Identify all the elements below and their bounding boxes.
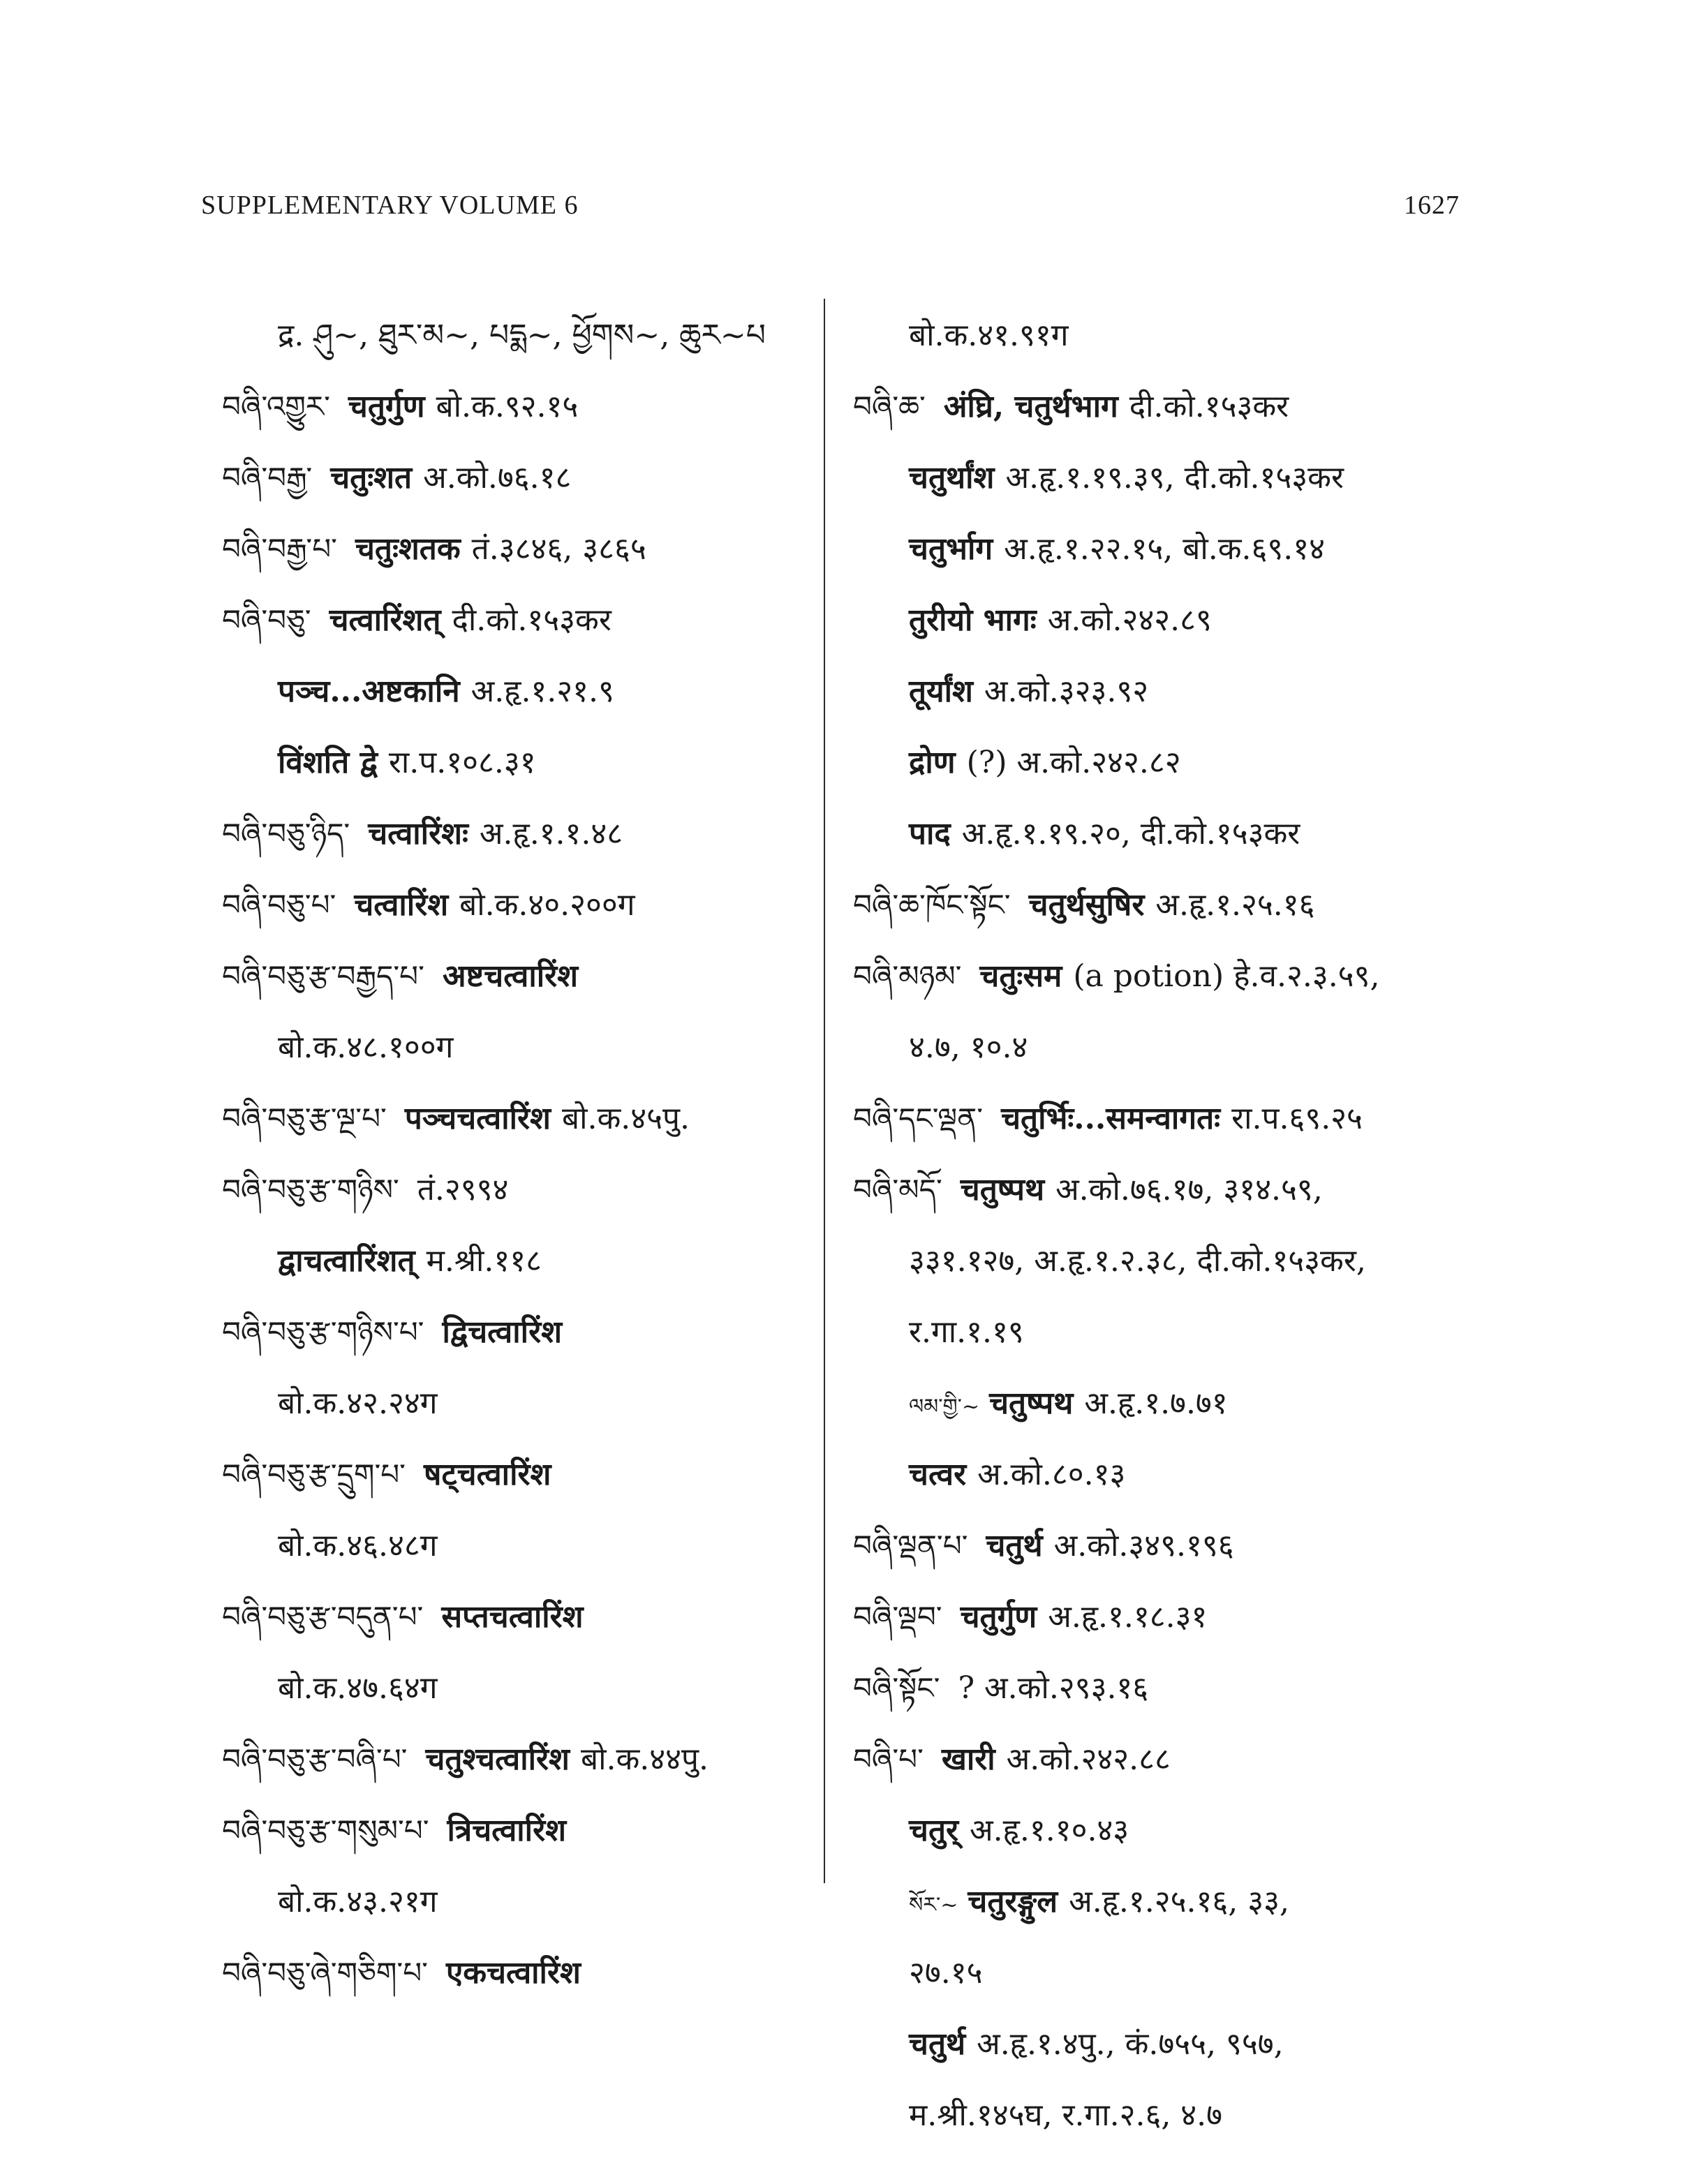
dictionary-entry xyxy=(853,1510,1481,1582)
sanskrit-equivalent: चतुर्थ xyxy=(909,2026,966,2062)
sanskrit-equivalent: पाद xyxy=(909,816,951,852)
source-reference: बो.क.४३.२१ग xyxy=(278,1884,438,1919)
source-reference: अ.हृ.१.२५.१६ xyxy=(1155,887,1315,923)
tibetan-headword: བཞི་བཅུ་རྩ་བདུན་པ་ xyxy=(222,1600,424,1634)
source-reference: बो.क.४०.२००ग xyxy=(459,887,635,923)
sanskrit-equivalent: चतुर्थ xyxy=(986,1528,1043,1563)
tibetan-headword: བཞི་ལྡན་པ་ xyxy=(853,1529,968,1563)
dictionary-entry xyxy=(222,941,822,1012)
source-reference: म.श्री.११८ xyxy=(426,1243,542,1279)
tibetan-headword: བཞི་ཆ་ཁོང་སྟོང་ xyxy=(853,888,1011,922)
source-reference: अ.को.३४९.१९६ xyxy=(1053,1528,1234,1563)
dictionary-entry xyxy=(853,2080,1481,2151)
dictionary-entry xyxy=(222,1439,822,1510)
sanskrit-equivalent: चतुष्पथ xyxy=(960,1172,1045,1208)
sanskrit-equivalent: खारी xyxy=(941,1741,995,1777)
source-reference: २७.१५ xyxy=(909,1955,983,1991)
page-number: 1627 xyxy=(1404,191,1460,220)
tibetan-headword: བཞི་སྟོང་ xyxy=(853,1671,940,1705)
sanskrit-equivalent: चतुःसम xyxy=(979,958,1062,994)
dictionary-entry xyxy=(222,443,822,514)
dictionary-entry xyxy=(222,1866,822,1938)
dictionary-entry xyxy=(222,1012,822,1083)
dictionary-entry xyxy=(222,371,822,443)
right-column xyxy=(853,300,1481,2151)
sanskrit-equivalent: चतुश्चत्वारिंश xyxy=(425,1741,570,1777)
sanskrit-equivalent: चतुर्भिः...समन्वागतः xyxy=(1001,1101,1221,1136)
dictionary-entry xyxy=(853,1938,1481,2009)
dictionary-entry xyxy=(222,1154,822,1226)
source-reference: दी.को.१५३कर xyxy=(452,602,611,638)
source-reference: (?) अ.को.२४२.८२ xyxy=(966,745,1181,780)
sanskrit-equivalent: सप्तचत्वारिंश xyxy=(441,1599,584,1635)
sanskrit-equivalent: पञ्च...अष्टकानि xyxy=(278,674,460,709)
tibetan-headword: བཞི་བཅུ་རྩ་ལྔ་པ་ xyxy=(222,1101,387,1136)
dictionary-entry xyxy=(853,727,1481,798)
dictionary-entry xyxy=(853,1795,1481,1866)
dictionary-entry xyxy=(853,798,1481,870)
source-reference: बो.क.४८.१००ग xyxy=(278,1030,454,1065)
source-reference: अ.हृ.१.४पु., कं.७५५, ९५७, xyxy=(977,2026,1284,2062)
source-reference: अ.हृ.१.१.४८ xyxy=(479,816,623,852)
dictionary-entry xyxy=(853,1439,1481,1510)
sanskrit-equivalent: षट्चत्वारिंश xyxy=(424,1457,551,1492)
source-reference: अ.को.३२३.९२ xyxy=(984,674,1149,709)
dictionary-entry xyxy=(853,1368,1481,1439)
source-reference: अ.हृ.१.२२.१५, बो.क.६९.१४ xyxy=(1004,531,1326,567)
dictionary-entry xyxy=(853,1226,1481,1297)
source-reference: द्र. ཤུ~, ཐུར་མ~, པདྨ~, ཕྱོགས~, ཆུར~པ xyxy=(278,318,766,353)
source-reference: अ.हृ.१.१०.४३ xyxy=(970,1813,1129,1848)
source-reference: बो.क.४४पु. xyxy=(580,1741,709,1777)
left-column xyxy=(222,300,822,2009)
sanskrit-equivalent: चतुर्थसुषिर xyxy=(1028,887,1145,923)
dictionary-entry xyxy=(222,1368,822,1439)
dictionary-entry xyxy=(853,2009,1481,2080)
tibetan-headword: བཞི་ལྡབ་ xyxy=(853,1600,942,1634)
dictionary-entry xyxy=(222,1297,822,1368)
column-divider xyxy=(824,299,825,1883)
sanskrit-equivalent: चतुर्भाग xyxy=(909,531,993,567)
source-reference: अ.हृ.१.१९.३९, दी.को.१५३कर xyxy=(1005,460,1344,496)
source-reference: अ.हृ.१.२१.९ xyxy=(470,674,614,709)
tibetan-headword: བཞི་མཉམ་ xyxy=(853,959,962,993)
sanskrit-equivalent: एकचत्वारिंश xyxy=(445,1955,581,1991)
dictionary-entry xyxy=(853,300,1481,371)
dictionary-entry xyxy=(222,870,822,941)
tibetan-headword: བཞི་ཆ་ xyxy=(853,389,926,424)
dictionary-entry xyxy=(853,1582,1481,1653)
sanskrit-equivalent: चतुरङ्गुल xyxy=(968,1884,1058,1919)
source-reference: बो.क.९२.१५ xyxy=(436,389,579,424)
dictionary-entry xyxy=(222,1724,822,1795)
sanskrit-equivalent: चतुर् xyxy=(909,1813,959,1848)
source-reference: अ.हृ.१.१९.२०, दी.को.१५३कर xyxy=(961,816,1300,852)
running-title: SUPPLEMENTARY VOLUME 6 xyxy=(201,191,579,220)
source-reference: (a potion) हे.व.२.३.५९, xyxy=(1073,958,1380,994)
source-reference: ? अ.को.२९३.१६ xyxy=(958,1670,1149,1706)
tibetan-headword: བཞི་བཅུ་རྩ་གཉིས་ xyxy=(222,1173,399,1207)
sanskrit-equivalent: चत्वर xyxy=(909,1457,967,1492)
source-reference: म.श्री.१४५घ, र.गा.२.६, ४.७ xyxy=(909,2097,1223,2133)
dictionary-entry xyxy=(222,1795,822,1866)
sanskrit-equivalent: चतुःशतक xyxy=(355,531,461,567)
page-header xyxy=(201,190,1460,232)
source-reference: बो.क.४१.९१ग xyxy=(909,318,1069,353)
source-reference: र.गा.१.१९ xyxy=(909,1314,1024,1350)
tibetan-headword: བཞི་མདོ་ xyxy=(853,1173,942,1207)
dictionary-entry xyxy=(853,585,1481,656)
dictionary-entry xyxy=(222,514,822,585)
sanskrit-equivalent: चतुर्गुण xyxy=(348,389,425,424)
dictionary-entry xyxy=(853,1297,1481,1368)
sanskrit-equivalent: विंशति द्वे xyxy=(278,745,378,780)
source-reference: बो.क.४५पु. xyxy=(561,1101,690,1136)
dictionary-entry xyxy=(853,656,1481,727)
dictionary-entry xyxy=(853,514,1481,585)
tibetan-headword: བཞི་བཅུ་རྩ་བརྒྱད་པ་ xyxy=(222,959,424,993)
tibetan-headword: བཞི་བཅུ་ཞེ་གཅིག་པ་ xyxy=(222,1956,428,1990)
sanskrit-equivalent: द्विचत्वारिंश xyxy=(442,1314,562,1350)
tibetan-headword: བཞི་བཅུ་རྩ་བཞི་པ་ xyxy=(222,1742,408,1776)
sanskrit-equivalent: त्रिचत्वारिंश xyxy=(447,1813,566,1848)
source-reference: बो.क.४६.४८ग xyxy=(278,1528,438,1563)
source-reference: बो.क.४७.६४ग xyxy=(278,1670,438,1706)
tibetan-headword: བཞི་པ་ xyxy=(853,1742,924,1776)
sanskrit-equivalent: तूर्यांश xyxy=(909,674,973,709)
tibetan-headword: བཞི་བཅུ་ xyxy=(222,603,311,637)
source-reference: तं.२९९४ xyxy=(417,1172,509,1208)
source-reference: अ.को.२४२.८९ xyxy=(1047,602,1212,638)
source-reference: ३३१.१२७, अ.हृ.१.२.३८, दी.को.१५३कर, xyxy=(909,1243,1366,1279)
dictionary-entry xyxy=(222,1938,822,2009)
tibetan-headword: བཞི་བཅུ་པ་ xyxy=(222,888,336,922)
sanskrit-equivalent: पञ्चचत्वारिंश xyxy=(404,1101,551,1136)
tibetan-headword: བཞི་བཅུ་རྩ་གཉིས་པ་ xyxy=(222,1315,424,1349)
tibetan-headword: བཞི་བཅུ་རྩ་དྲུག་པ་ xyxy=(222,1457,406,1492)
source-reference: दी.को.१५३कर xyxy=(1129,389,1289,424)
sanskrit-equivalent: द्वाचत्वारिंशत् xyxy=(278,1243,415,1279)
sanskrit-equivalent: चत्वारिंशः xyxy=(368,816,468,852)
sanskrit-equivalent: अंघ्रि, चतुर्थभाग xyxy=(943,389,1118,424)
dictionary-entry xyxy=(853,1866,1481,1938)
tibetan-headword: བཞི་དང་ལྡན་ xyxy=(853,1101,984,1136)
dictionary-entry xyxy=(853,941,1481,1012)
source-reference: अ.हृ.१.७.७१ xyxy=(1084,1386,1228,1421)
dictionary-entry xyxy=(853,1653,1481,1724)
source-reference: अ.को.८०.१३ xyxy=(977,1457,1126,1492)
tibetan-headword: ལམ་གྱི་~ xyxy=(909,1395,980,1419)
source-reference: अ.को.२४२.८८ xyxy=(1006,1741,1171,1777)
dictionary-entry xyxy=(222,656,822,727)
dictionary-entry xyxy=(222,1653,822,1724)
tibetan-headword: བཞི་བཅུ་ཉིད་ xyxy=(222,817,350,851)
dictionary-entry xyxy=(853,1083,1481,1154)
sanskrit-equivalent: चत्वारिंशत् xyxy=(329,602,441,638)
sanskrit-equivalent: चतुःशत xyxy=(330,460,413,496)
tibetan-headword: བཞི་བཅུ་རྩ་གསུམ་པ་ xyxy=(222,1813,429,1848)
dictionary-entry xyxy=(853,1724,1481,1795)
dictionary-entry xyxy=(222,1226,822,1297)
source-reference: अ.हृ.१.१८.३१ xyxy=(1048,1599,1208,1635)
sanskrit-equivalent: चतुर्गुण xyxy=(960,1599,1037,1635)
dictionary-entry xyxy=(853,443,1481,514)
tibetan-headword: བཞི་འགྱུར་ xyxy=(222,389,330,424)
source-reference: तं.३८४६, ३८६५ xyxy=(471,531,646,567)
dictionary-entry xyxy=(222,1582,822,1653)
source-reference: ४.७, १०.४ xyxy=(909,1030,1028,1065)
source-reference: रा.प.६९.२५ xyxy=(1231,1101,1363,1136)
source-reference: अ.को.७६.१७, ३१४.५९, xyxy=(1055,1172,1323,1208)
sanskrit-equivalent: तुरीयो भागः xyxy=(909,602,1037,638)
sanskrit-equivalent: अष्टचत्वारिंश xyxy=(442,958,579,994)
dictionary-entry xyxy=(222,1510,822,1582)
tibetan-headword: སོར་~ xyxy=(909,1893,958,1917)
sanskrit-equivalent: चतुष्पथ xyxy=(989,1386,1074,1421)
dictionary-entry xyxy=(222,1083,822,1154)
sanskrit-equivalent: चतुर्थांश xyxy=(909,460,995,496)
sanskrit-equivalent: द्रोण xyxy=(909,745,956,780)
source-reference: अ.को.७६.१८ xyxy=(423,460,572,496)
dictionary-entry xyxy=(853,870,1481,941)
source-reference: बो.क.४२.२४ग xyxy=(278,1386,438,1421)
dictionary-entry xyxy=(853,1154,1481,1226)
dictionary-entry xyxy=(222,727,822,798)
dictionary-entry xyxy=(222,585,822,656)
sanskrit-equivalent: चत्वारिंश xyxy=(354,887,449,923)
tibetan-headword: བཞི་བརྒྱ་ xyxy=(222,461,313,495)
dictionary-entry xyxy=(853,371,1481,443)
dictionary-entry xyxy=(853,1012,1481,1083)
dictionary-entry xyxy=(222,300,822,371)
source-reference: अ.हृ.१.२५.१६, ३३, xyxy=(1069,1884,1289,1919)
source-reference: रा.प.१०८.३१ xyxy=(388,745,536,780)
tibetan-headword: བཞི་བརྒྱ་པ་ xyxy=(222,532,337,566)
dictionary-entry xyxy=(222,798,822,870)
